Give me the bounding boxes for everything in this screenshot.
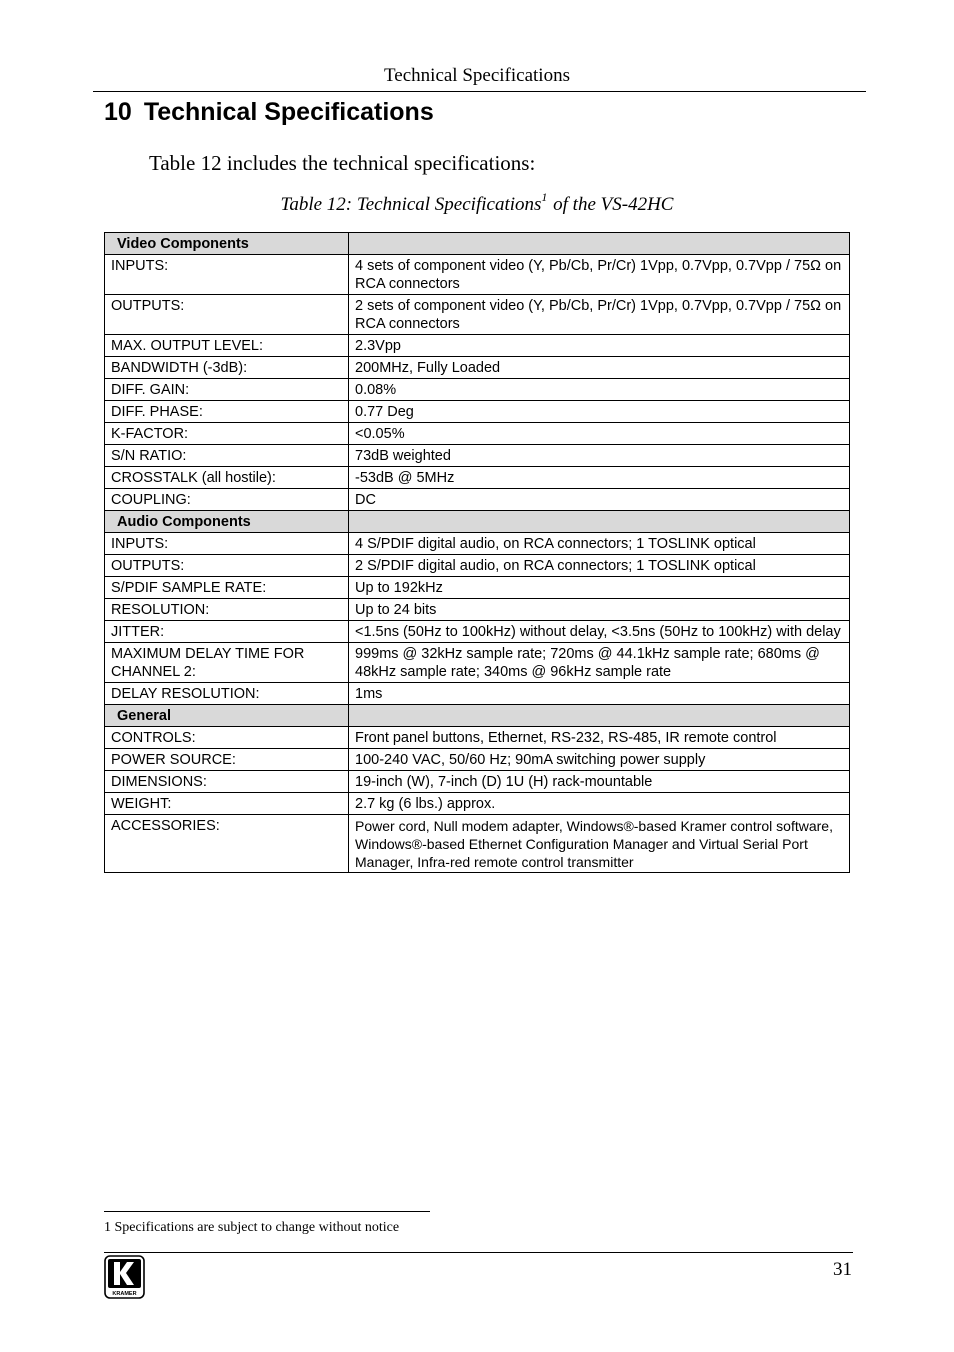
- spec-value: <0.05%: [349, 423, 850, 445]
- table-row: [105, 295, 850, 335]
- spec-value: 0.08%: [349, 379, 850, 401]
- table-row: [105, 749, 850, 771]
- table-row: [105, 599, 850, 621]
- table-section-header: [105, 511, 850, 533]
- table-section-header: [105, 705, 850, 727]
- spec-value: Front panel buttons, Ethernet, RS-232, RS-485, IR remote control: [349, 727, 850, 749]
- spec-label: S/PDIF SAMPLE RATE:: [105, 577, 349, 599]
- spec-label: MAXIMUM DELAY TIME FOR CHANNEL 2:: [105, 643, 349, 683]
- spec-label: DIFF. GAIN:: [105, 379, 349, 401]
- spec-label: ACCESSORIES:: [105, 815, 349, 873]
- specifications-table: [104, 232, 850, 873]
- spec-value: 2.3Vpp: [349, 335, 850, 357]
- footnote-reference[interactable]: 1: [541, 190, 548, 204]
- table-row: [105, 379, 850, 401]
- spec-value: Power cord, Null modem adapter, Windows®-based Kramer control software, Windows®-based Ethernet Configuration Manager and Virtual Serial Port Manager, Infra-red remote control transmitter: [349, 815, 850, 873]
- table-row: [105, 727, 850, 749]
- specifications-table-body: [105, 233, 850, 873]
- caption-suffix: of the VS-42HC: [548, 194, 674, 215]
- spec-label: RESOLUTION:: [105, 599, 349, 621]
- table-row: [105, 621, 850, 643]
- spec-value: Up to 192kHz: [349, 577, 850, 599]
- spec-label: BANDWIDTH (-3dB):: [105, 357, 349, 379]
- spec-label: CONTROLS:: [105, 727, 349, 749]
- spec-value: DC: [349, 489, 850, 511]
- table-row: [105, 489, 850, 511]
- section-number: 10: [104, 98, 132, 126]
- spec-value: -53dB @ 5MHz: [349, 467, 850, 489]
- spec-label: DIFF. PHASE:: [105, 401, 349, 423]
- header-divider: [93, 91, 866, 92]
- spec-label: S/N RATIO:: [105, 445, 349, 467]
- spec-value: 2 S/PDIF digital audio, on RCA connectors; 1 TOSLINK optical: [349, 555, 850, 577]
- footnote-divider: [104, 1211, 430, 1212]
- spec-value: <1.5ns (50Hz to 100kHz) without delay, <3.5ns (50Hz to 100kHz) with delay: [349, 621, 850, 643]
- spec-label: DELAY RESOLUTION:: [105, 683, 349, 705]
- footnote: 1 Specifications are subject to change without notice: [104, 1220, 400, 1235]
- spec-value: 19-inch (W), 7-inch (D) 1U (H) rack-mountable: [349, 771, 850, 793]
- spec-value: 999ms @ 32kHz sample rate; 720ms @ 44.1kHz sample rate; 680ms @ 48kHz sample rate; 340ms @ 96kHz sample rate: [349, 643, 850, 683]
- spec-label: INPUTS:: [105, 533, 349, 555]
- section-header-filler: [349, 233, 850, 255]
- page-number: 31: [833, 1259, 852, 1280]
- table-row: [105, 577, 850, 599]
- spec-label: CROSSTALK (all hostile):: [105, 467, 349, 489]
- svg-text:KRAMER: KRAMER: [112, 1291, 137, 1297]
- spec-value: 0.77 Deg: [349, 401, 850, 423]
- spec-value: 100-240 VAC, 50/60 Hz; 90mA switching power supply: [349, 749, 850, 771]
- section-header-label: Video Components: [105, 233, 349, 255]
- section-header-filler: [349, 511, 850, 533]
- spec-label: K-FACTOR:: [105, 423, 349, 445]
- footer-divider: [104, 1252, 853, 1253]
- table-row: [105, 401, 850, 423]
- spec-label: OUTPUTS:: [105, 555, 349, 577]
- caption-text: Table 12: Technical Specifications: [280, 194, 542, 215]
- running-header: Technical Specifications: [384, 65, 570, 86]
- spec-label: MAX. OUTPUT LEVEL:: [105, 335, 349, 357]
- table-row: [105, 467, 850, 489]
- table-row: [105, 255, 850, 295]
- spec-value: 2 sets of component video (Y, Pb/Cb, Pr/Cr) 1Vpp, 0.7Vpp, 0.7Vpp / 75Ω on RCA connectors: [349, 295, 850, 335]
- spec-label: DIMENSIONS:: [105, 771, 349, 793]
- section-title: Technical Specifications: [143, 98, 434, 126]
- table-row: [105, 771, 850, 793]
- table-row: [105, 643, 850, 683]
- spec-label: INPUTS:: [105, 255, 349, 295]
- section-heading: [104, 98, 434, 127]
- spec-value: 2.7 kg (6 lbs.) approx.: [349, 793, 850, 815]
- spec-value: 1ms: [349, 683, 850, 705]
- table-row: [105, 533, 850, 555]
- table-row: [105, 683, 850, 705]
- section-header-label: Audio Components: [105, 511, 349, 533]
- spec-label: WEIGHT:: [105, 793, 349, 815]
- table-row: [105, 555, 850, 577]
- spec-label: POWER SOURCE:: [105, 749, 349, 771]
- table-section-header: [105, 233, 850, 255]
- table-row: [105, 815, 850, 873]
- table-row: [105, 793, 850, 815]
- spec-value: 200MHz, Fully Loaded: [349, 357, 850, 379]
- section-header-label: General: [105, 705, 349, 727]
- spec-value: Up to 24 bits: [349, 599, 850, 621]
- table-caption: [0, 190, 954, 216]
- kramer-logo: [104, 1255, 145, 1299]
- spec-value: 4 sets of component video (Y, Pb/Cb, Pr/Cr) 1Vpp, 0.7Vpp, 0.7Vpp / 75Ω on RCA connectors: [349, 255, 850, 295]
- spec-label: JITTER:: [105, 621, 349, 643]
- spec-value: 73dB weighted: [349, 445, 850, 467]
- section-header-filler: [349, 705, 850, 727]
- table-row: [105, 357, 850, 379]
- table-row: [105, 423, 850, 445]
- table-row: [105, 445, 850, 467]
- spec-label: COUPLING:: [105, 489, 349, 511]
- spec-value: 4 S/PDIF digital audio, on RCA connectors; 1 TOSLINK optical: [349, 533, 850, 555]
- spec-label: OUTPUTS:: [105, 295, 349, 335]
- intro-paragraph: Table 12 includes the technical specifications:: [149, 151, 536, 175]
- table-row: [105, 335, 850, 357]
